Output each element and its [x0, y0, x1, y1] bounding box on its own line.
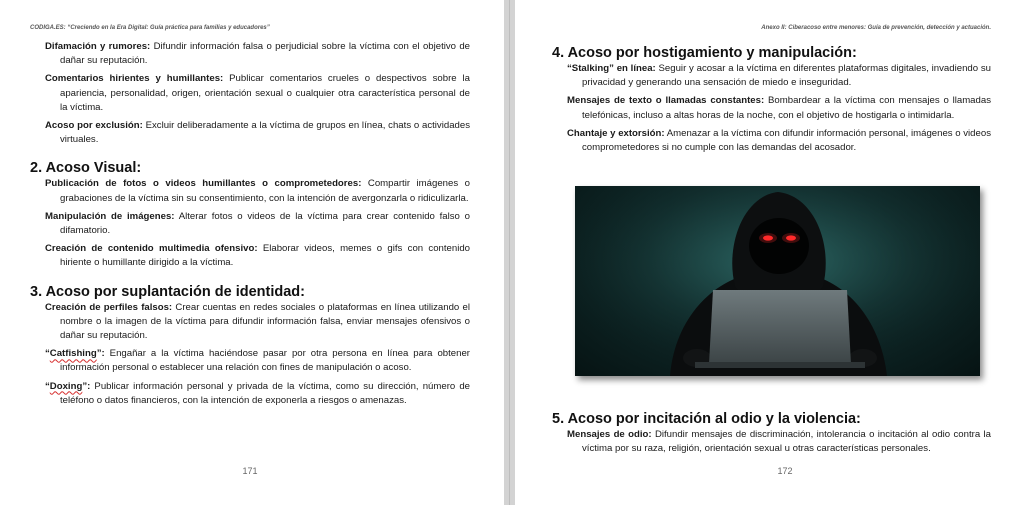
item-term	[45, 381, 90, 392]
section-heading-2: 2. Acoso Visual:	[30, 160, 142, 177]
item-term	[45, 348, 105, 359]
hooded-hacker-illustration	[575, 186, 980, 376]
item-text: Seguir y acosar a la víctima en diferentes plataformas digitales, invadiendo su privacidad y generando una sensación de miedo e inseguridad.	[582, 63, 991, 89]
list-item	[30, 301, 470, 344]
running-head-title: “Creciendo en la Era Digital: Guía práctica para familias y educadores”	[67, 25, 270, 31]
list-item	[30, 242, 470, 270]
spellcheck-word[interactable]: Catfishing	[49, 348, 97, 360]
list-item	[30, 347, 470, 375]
running-head-right: Anexo II: Ciberacoso entre menores: Guía de prevención, detección y actuación.	[761, 25, 991, 31]
item-term: Mensajes de odio:	[567, 429, 652, 440]
item-term: Mensajes de texto o llamadas constantes:	[567, 95, 765, 107]
list-item	[30, 210, 470, 238]
quote-open: “	[45, 380, 50, 392]
page-left	[0, 0, 504, 505]
page-number: 172	[777, 466, 793, 476]
list-item	[552, 127, 991, 155]
section-heading-3: 3. Acoso por suplantación de identidad:	[30, 283, 305, 300]
item-text: Amenazar a la víctima con difundir información personal, imágenes o videos comprometedores si no cumple con las demandas del acosador.	[582, 127, 991, 154]
item-text: Publicar comentarios crueles o despectivos sobre la apariencia, personalidad, origen, orientación sexual o cualquier otra característica personal de la víctima.	[60, 73, 470, 113]
item-term: Creación de perfiles falsos:	[45, 301, 173, 313]
list-item	[30, 40, 470, 68]
item-text: Difundir mensajes de discriminación, intolerancia o incitación al odio contra la víctima por su raza, religión, orientación sexual u otras características personales.	[582, 429, 991, 455]
item-term: Creación de contenido multimedia ofensivo:	[45, 243, 258, 255]
page-right-content	[552, 44, 991, 159]
list-item	[30, 119, 470, 147]
section-heading-5: 5. Acoso por incitación al odio y la violencia:	[552, 411, 861, 427]
item-term: Chantaje y extorsión:	[567, 127, 665, 139]
page-left-content	[30, 40, 470, 412]
list-item	[552, 94, 991, 122]
item-text: Engañar a la víctima haciéndose pasar por otra persona en línea para obtener información personal o establecer una relación con fines de manipulación o acoso.	[60, 348, 470, 374]
list-item	[30, 72, 470, 115]
gutter-divider	[509, 0, 510, 505]
page-right	[515, 0, 1024, 505]
item-text: Publicar información personal y privada de la víctima, como su dirección, número de teléfono o datos financieros, con la intención de exponerla a riesgos o amenazas.	[60, 380, 470, 406]
item-text: Bombardear a la víctima con mensajes o llamadas telefónicas, incluso a altas horas de la noche, con el objetivo de hostigarla o intimidarla.	[582, 95, 991, 121]
hacker-figure-icon	[575, 186, 980, 376]
running-head-left	[30, 25, 270, 31]
item-text: Crear cuentas en redes sociales o plataformas en línea utilizando el nombre o la imagen de la víctima para difundir información falsa, enviar mensajes ofensivos o dañar su reputación.	[60, 301, 470, 342]
quote-close: ”:	[96, 348, 105, 360]
item-term: Publicación de fotos o videos humillantes o comprometedores:	[45, 178, 362, 190]
spellcheck-word[interactable]: Doxing	[49, 380, 83, 392]
item-text: Elaborar videos, memes o gifs con contenido hiriente o humillante dirigido a la víctima.	[60, 243, 471, 269]
item-text: Compartir imágenes o grabaciones de la víctima sin su consentimiento, con la intención de avergonzarla o ridiculizarla.	[60, 178, 470, 204]
page-right-content-bottom	[552, 410, 991, 460]
quote-close: ”:	[82, 380, 91, 392]
item-term: “Stalking” en línea:	[567, 63, 656, 74]
list-item	[552, 62, 991, 90]
item-text: Difundir información falsa o perjudicial sobre la víctima con el objetivo de dañar su reputación.	[60, 41, 471, 67]
page-number: 171	[242, 466, 258, 476]
list-item	[552, 428, 991, 456]
item-text: Alterar fotos o videos de la víctima para crear contenido falso o difamatorio.	[60, 210, 470, 237]
item-text: Excluir deliberadamente a la víctima de grupos en línea, chats o actividades virtuales.	[60, 120, 471, 146]
item-term: Comentarios hirientes y humillantes:	[45, 73, 224, 85]
section-heading-4: 4. Acoso por hostigamiento y manipulación:	[552, 45, 857, 61]
quote-open: “	[45, 348, 50, 360]
item-term: Acoso por exclusión:	[45, 120, 143, 132]
running-head-source: CODIGA.ES:	[30, 25, 66, 31]
item-term: Difamación y rumores:	[45, 41, 151, 52]
list-item	[30, 177, 470, 205]
item-term: Manipulación de imágenes:	[45, 210, 175, 222]
list-item	[30, 380, 470, 408]
